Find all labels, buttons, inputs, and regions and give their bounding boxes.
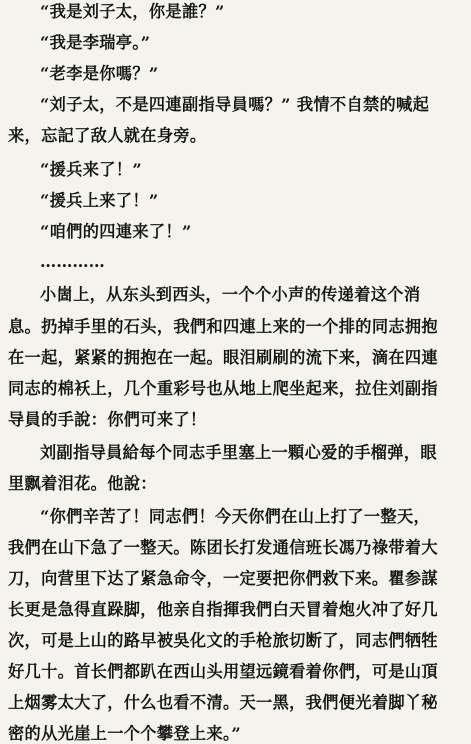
ellipsis-line: ………… [40, 252, 105, 271]
quote-line: 上烟雾太大了，什么也看不清。天一黑，我們便光着脚丫秘 [8, 693, 438, 712]
dialogue-line: “援兵上来了！” [40, 191, 159, 210]
paragraph-line: 里飘着泪花。他說： [8, 474, 157, 493]
quote-line: 长更是急得直跺脚，他亲自指揮我們白天冒着炮火冲了好几 [8, 600, 438, 619]
paragraph-line: 在一起，紧紧的拥抱在一起。眼泪刷刷的流下来，滴在四連 [8, 348, 438, 367]
quote-line: 次，可是上山的路早被吳化文的手枪旅切断了，同志們牺牲 [8, 631, 438, 650]
quote-line: 刀，向营里下达了紧急命令，一定要把你們救下来。瞿参謀 [8, 569, 438, 588]
paragraph-line: 小崮上，从东头到西头，一个个小声的传递着这个消 [40, 285, 421, 304]
dialogue-line: “援兵来了！” [40, 160, 143, 179]
dialogue-line: “老李是你嗎？” [40, 64, 159, 83]
paragraph-line: 刘副指导員給每个同志手里塞上一顆心爱的手榴弹，眼 [40, 443, 437, 462]
quote-line: “你們辛苦了！同志們！今天你們在山上打了一整天， [40, 507, 431, 526]
paragraph-line: 同志的棉袄上，几个重彩号也从地上爬坐起来，拉住刘副指 [8, 379, 438, 398]
paragraph-line: 息。扔掉手里的石头，我們和四連上来的一个排的同志拥抱 [8, 317, 438, 336]
text-line: 来，忘記了敌人就在身旁。 [8, 126, 207, 145]
dialogue-line: “我是刘子太，你是誰？” [40, 2, 225, 21]
quote-line: 我們在山下急了一整天。陈团长打发通信班长馮乃祿带着大 [8, 538, 438, 557]
quote-line: 好几十。首长們都趴在西山头用望远鏡看着你們，可是山頂 [8, 662, 438, 681]
dialogue-line: “咱們的四連来了！” [40, 222, 192, 241]
paragraph-line: 导員的手說：你們可来了！ [8, 410, 207, 429]
dialogue-line: “刘子太，不是四連副指导員嗎？” 我情不自禁的喊起 [40, 95, 430, 114]
quote-line: 密的从光崖上一个个攀登上来。” [8, 724, 242, 743]
dialogue-line: “我是李瑞亭。” [40, 33, 151, 52]
